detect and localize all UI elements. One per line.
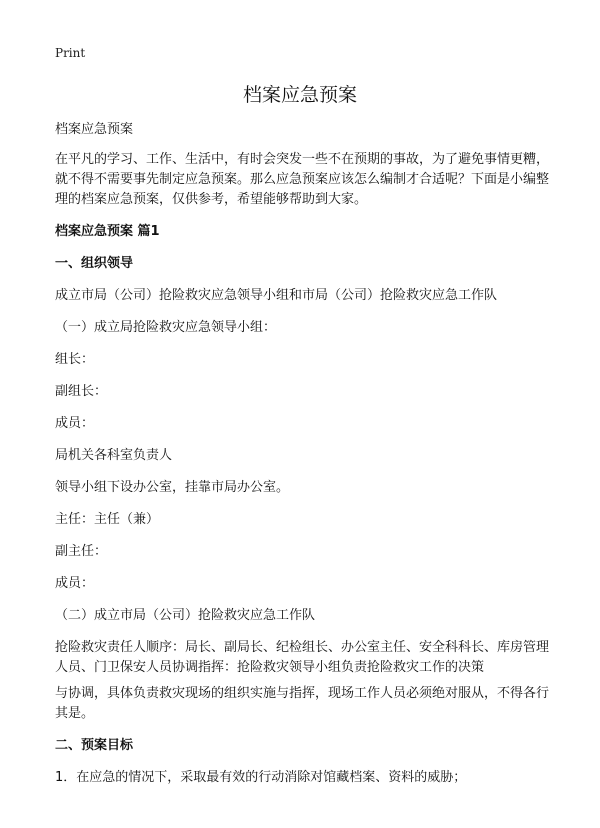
text-line: 局机关各科室负责人: [55, 448, 173, 463]
text-line: 成立市局（公司）抢险救灾应急领导小组和市局（公司）抢险救灾应急工作队: [55, 288, 498, 303]
text-line: 副主任：: [55, 544, 108, 559]
text-line: （二）成立市局（公司）抢险救灾应急工作队: [55, 608, 316, 623]
part1-heading: 一、组织领导: [55, 256, 134, 271]
text-line: （一）成立局抢险救灾应急领导小组：: [55, 320, 277, 335]
goal-item: 1．在应急的情况下，采取最有效的行动消除对馆藏档案、资料的威胁；: [55, 770, 467, 785]
document-body: [55, 120, 555, 800]
document-subtitle: 档案应急预案: [55, 122, 134, 137]
section-heading: 档案应急预案 篇1: [55, 224, 160, 239]
text-line: 领导小组下设办公室，挂靠市局办公室。: [55, 480, 290, 495]
text-line: 成员：: [55, 576, 95, 591]
document-title: 档案应急预案: [242, 84, 357, 106]
text-line: 组长：: [55, 352, 95, 367]
text-line: 成员：: [55, 416, 95, 431]
responsibility-paragraph: 抢险救灾责任人顺序：局长、副局长、纪检组长、办公室主任、安全科科长、库房管理人员、门卫保安人员协调指挥：抢险救灾领导小组负责抢险救灾工作的决策: [55, 640, 550, 675]
intro-paragraph: 在平凡的学习、工作、生活中，有时会突发一些不在预期的事故，为了避免事情更糟，就不得不需要事先制定应急预案。那么应急预案应该怎么编制才合适呢？下面是小编整理的档案应急预案，仅供参考，希望能够帮助到大家。: [55, 152, 550, 207]
text-line: 副组长：: [55, 384, 108, 399]
print-link[interactable]: Print: [55, 46, 86, 60]
text-line: 主任：主任（兼）: [55, 512, 160, 527]
coordination-paragraph: 与协调，具体负责救灾现场的组织实施与指挥，现场工作人员必须绝对服从，不得各行其是。: [55, 686, 550, 721]
part2-heading: 二、预案目标: [55, 738, 134, 753]
